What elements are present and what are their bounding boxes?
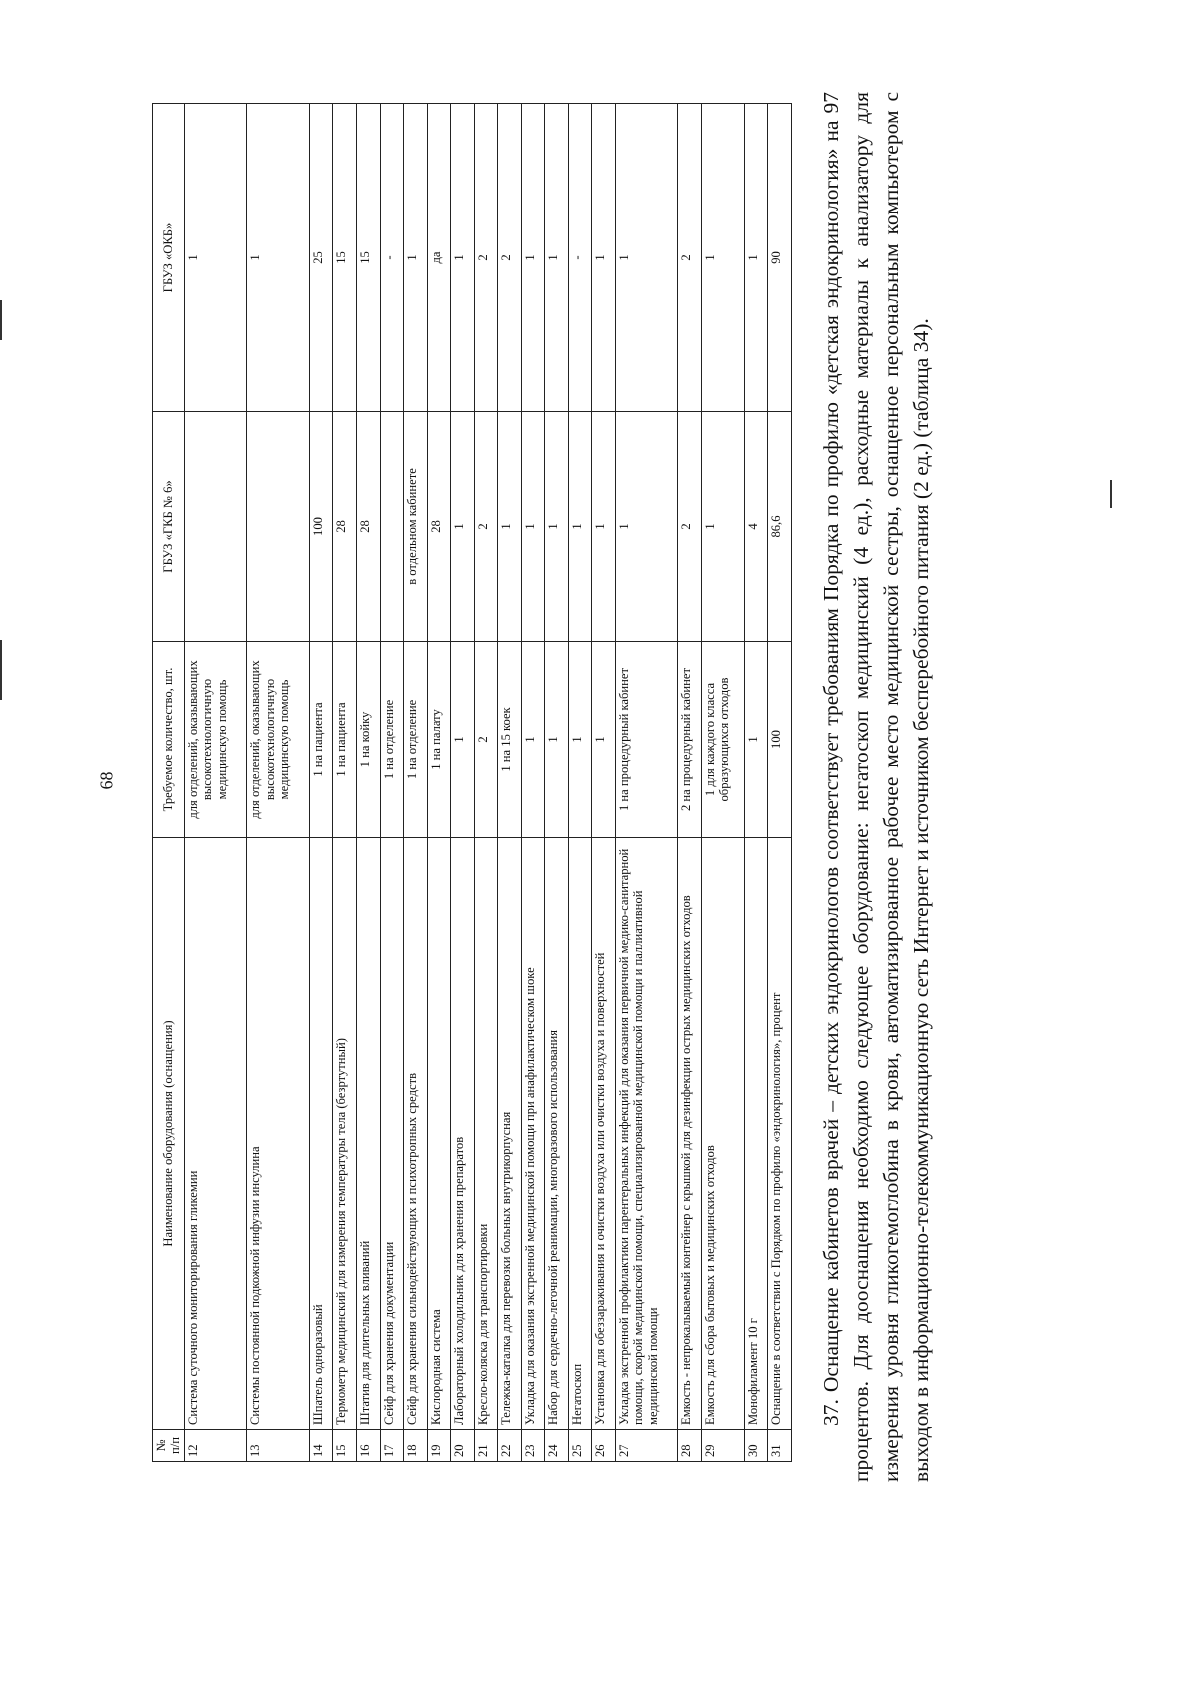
cell-okb: 15	[333, 104, 357, 412]
cell-gkb6: 28	[357, 412, 381, 642]
cell-num: 22	[498, 1430, 522, 1462]
cell-required: 1	[545, 642, 569, 838]
header-gkb6: ГБУЗ «ГКБ № 6»	[153, 412, 185, 642]
cell-required: 1 на отделение	[380, 642, 404, 838]
scan-mark	[0, 300, 2, 340]
cell-gkb6: 4	[744, 412, 768, 642]
cell-num: 30	[744, 1430, 768, 1462]
cell-okb: 1	[247, 104, 310, 412]
table-row	[451, 104, 475, 1462]
cell-num: 21	[474, 1430, 498, 1462]
table-row	[545, 104, 569, 1462]
cell-okb: 1	[592, 104, 616, 412]
cell-okb: 1	[184, 104, 247, 412]
cell-num: 19	[427, 1430, 451, 1462]
table-row	[592, 104, 616, 1462]
cell-num: 16	[357, 1430, 381, 1462]
cell-gkb6: 1	[498, 412, 522, 642]
scan-mark	[1110, 480, 1112, 508]
cell-num: 15	[333, 1430, 357, 1462]
cell-gkb6	[184, 412, 247, 642]
cell-gkb6: 1	[701, 412, 744, 642]
table-row	[404, 104, 428, 1462]
cell-name: Укладка экстренной профилактики парентеральных инфекций для оказания первичной медико-санитарной помощи, скорой медицинской помощи, специализированной медицинской помощи и паллиативной медицинской помощи	[615, 838, 678, 1430]
header-required: Требуемое количество, шт.	[153, 642, 185, 838]
cell-required: 1 на процедурный кабинет	[615, 642, 678, 838]
table-body	[184, 104, 791, 1462]
table-row	[247, 104, 310, 1462]
cell-name: Монофиламент 10 г	[744, 838, 768, 1430]
cell-gkb6: в отдельном кабинете	[404, 412, 428, 642]
cell-required: 1 для каждого класса образующихся отходов	[701, 642, 744, 838]
cell-gkb6: 1	[451, 412, 475, 642]
cell-name: Негатоскоп	[568, 838, 592, 1430]
paragraph-container	[816, 92, 996, 1482]
cell-num: 20	[451, 1430, 475, 1462]
cell-required: для отделений, оказывающих высокотехнологичную медицинскую помощь	[184, 642, 247, 838]
table-row	[184, 104, 247, 1462]
cell-name: Укладка для оказания экстренной медицинской помощи при анафилактическом шоке	[521, 838, 545, 1430]
table-header-row	[153, 104, 185, 1462]
cell-gkb6: 1	[568, 412, 592, 642]
cell-num: 26	[592, 1430, 616, 1462]
table-row	[521, 104, 545, 1462]
cell-name: Установка для обеззараживания и очистки воздуха или очистки воздуха и поверхностей	[592, 838, 616, 1430]
cell-num: 23	[521, 1430, 545, 1462]
cell-gkb6: 1	[615, 412, 678, 642]
cell-name: Термометр медицинский для измерения температуры тела (безртутный)	[333, 838, 357, 1430]
header-num: № п/п	[153, 1430, 185, 1462]
cell-okb: 15	[357, 104, 381, 412]
cell-gkb6	[380, 412, 404, 642]
table-row	[744, 104, 768, 1462]
header-name: Наименование оборудования (оснащения)	[153, 838, 185, 1430]
cell-name: Штатив для длительных вливаний	[357, 838, 381, 1430]
table-row	[498, 104, 522, 1462]
cell-name: Сейф для хранения документации	[380, 838, 404, 1430]
cell-num: 25	[568, 1430, 592, 1462]
cell-num: 29	[701, 1430, 744, 1462]
cell-num: 24	[545, 1430, 569, 1462]
cell-required: 100	[768, 642, 792, 838]
cell-num: 28	[678, 1430, 702, 1462]
cell-gkb6: 86,6	[768, 412, 792, 642]
table-row	[568, 104, 592, 1462]
cell-okb: 1	[701, 104, 744, 412]
table-row	[309, 104, 333, 1462]
cell-name: Шпатель одноразовый	[309, 838, 333, 1430]
cell-name: Лабораторный холодильник для хранения препаратов	[451, 838, 475, 1430]
cell-required: для отделений, оказывающих высокотехнологичную медицинскую помощь	[247, 642, 310, 838]
cell-gkb6: 2	[678, 412, 702, 642]
cell-name: Кресло-коляска для транспортировки	[474, 838, 498, 1430]
scan-mark	[0, 640, 2, 700]
cell-required: 1 на отделение	[404, 642, 428, 838]
cell-okb: 1	[451, 104, 475, 412]
cell-gkb6: 28	[427, 412, 451, 642]
cell-okb: 1	[521, 104, 545, 412]
cell-okb: 1	[744, 104, 768, 412]
cell-gkb6: 1	[592, 412, 616, 642]
cell-required: 1	[521, 642, 545, 838]
equipment-table-container	[152, 104, 792, 1462]
cell-num: 17	[380, 1430, 404, 1462]
table-row	[427, 104, 451, 1462]
table-row	[357, 104, 381, 1462]
table-row	[333, 104, 357, 1462]
cell-num: 31	[768, 1430, 792, 1462]
cell-required: 1 на койку	[357, 642, 381, 838]
cell-name: Оснащение в соответствии с Порядком по профилю «эндокринология», процент	[768, 838, 792, 1430]
cell-name: Тележка-каталка для перевозки больных внутрикорпусная	[498, 838, 522, 1430]
paragraph-37: 37. Оснащение кабинетов врачей – детских эндокринологов соответствует требованиям Порядка по профилю «детская эндокринология» на 97 процентов. Для дооснащения необходимо следующее оборудование: негатоскоп медицинский (4 ед.), расходные материалы к анализатору для измерения уровня гликогемоглобина в крови, автоматизированное рабочее место медицинской сестры, оснащенное персональным компьютером с выходом в информационно-телекоммуникационную сеть Интернет и источником бесперебойного питания (2 ед.) (таблица 34).	[819, 92, 934, 1482]
table-row	[380, 104, 404, 1462]
cell-required: 1	[592, 642, 616, 838]
cell-okb: 90	[768, 104, 792, 412]
cell-okb: -	[380, 104, 404, 412]
cell-required: 1 на 15 коек	[498, 642, 522, 838]
cell-gkb6: 100	[309, 412, 333, 642]
cell-name: Сейф для хранения сильнодействующих и психотропных средств	[404, 838, 428, 1430]
cell-okb: 2	[498, 104, 522, 412]
cell-okb: 1	[615, 104, 678, 412]
cell-okb: 2	[678, 104, 702, 412]
cell-gkb6: 1	[521, 412, 545, 642]
cell-okb: 1	[404, 104, 428, 412]
cell-gkb6	[247, 412, 310, 642]
cell-name: Емкость - непрокалываемый контейнер с крышкой для дезинфекции острых медицинских отходов	[678, 838, 702, 1430]
cell-gkb6: 28	[333, 412, 357, 642]
equipment-table	[152, 103, 792, 1462]
header-okb: ГБУЗ «ОКБ»	[153, 104, 185, 412]
table-row	[474, 104, 498, 1462]
cell-okb: 2	[474, 104, 498, 412]
cell-required: 1	[451, 642, 475, 838]
cell-required: 2	[474, 642, 498, 838]
cell-gkb6: 1	[545, 412, 569, 642]
cell-num: 14	[309, 1430, 333, 1462]
cell-okb: -	[568, 104, 592, 412]
cell-name: Емкость для сбора бытовых и медицинских отходов	[701, 838, 744, 1430]
cell-num: 18	[404, 1430, 428, 1462]
table-row	[615, 104, 678, 1462]
cell-gkb6: 2	[474, 412, 498, 642]
cell-name: Кислородная система	[427, 838, 451, 1430]
table-row	[678, 104, 702, 1462]
cell-required: 1 на палату	[427, 642, 451, 838]
cell-required: 1	[744, 642, 768, 838]
cell-required: 1 на пациента	[309, 642, 333, 838]
table-row	[701, 104, 744, 1462]
cell-okb: да	[427, 104, 451, 412]
cell-num: 12	[184, 1430, 247, 1462]
cell-required: 2 на процедурный кабинет	[678, 642, 702, 838]
table-row	[768, 104, 792, 1462]
cell-okb: 25	[309, 104, 333, 412]
cell-name: Система суточного мониторирования гликемии	[184, 838, 247, 1430]
page-number: 68	[96, 771, 117, 790]
cell-okb: 1	[545, 104, 569, 412]
cell-required: 1	[568, 642, 592, 838]
cell-name: Набор для сердечно-легочной реанимации, многоразового использования	[545, 838, 569, 1430]
cell-num: 27	[615, 1430, 678, 1462]
cell-name: Системы постоянной подкожной инфузии инсулина	[247, 838, 310, 1430]
cell-num: 13	[247, 1430, 310, 1462]
cell-required: 1 на пациента	[333, 642, 357, 838]
